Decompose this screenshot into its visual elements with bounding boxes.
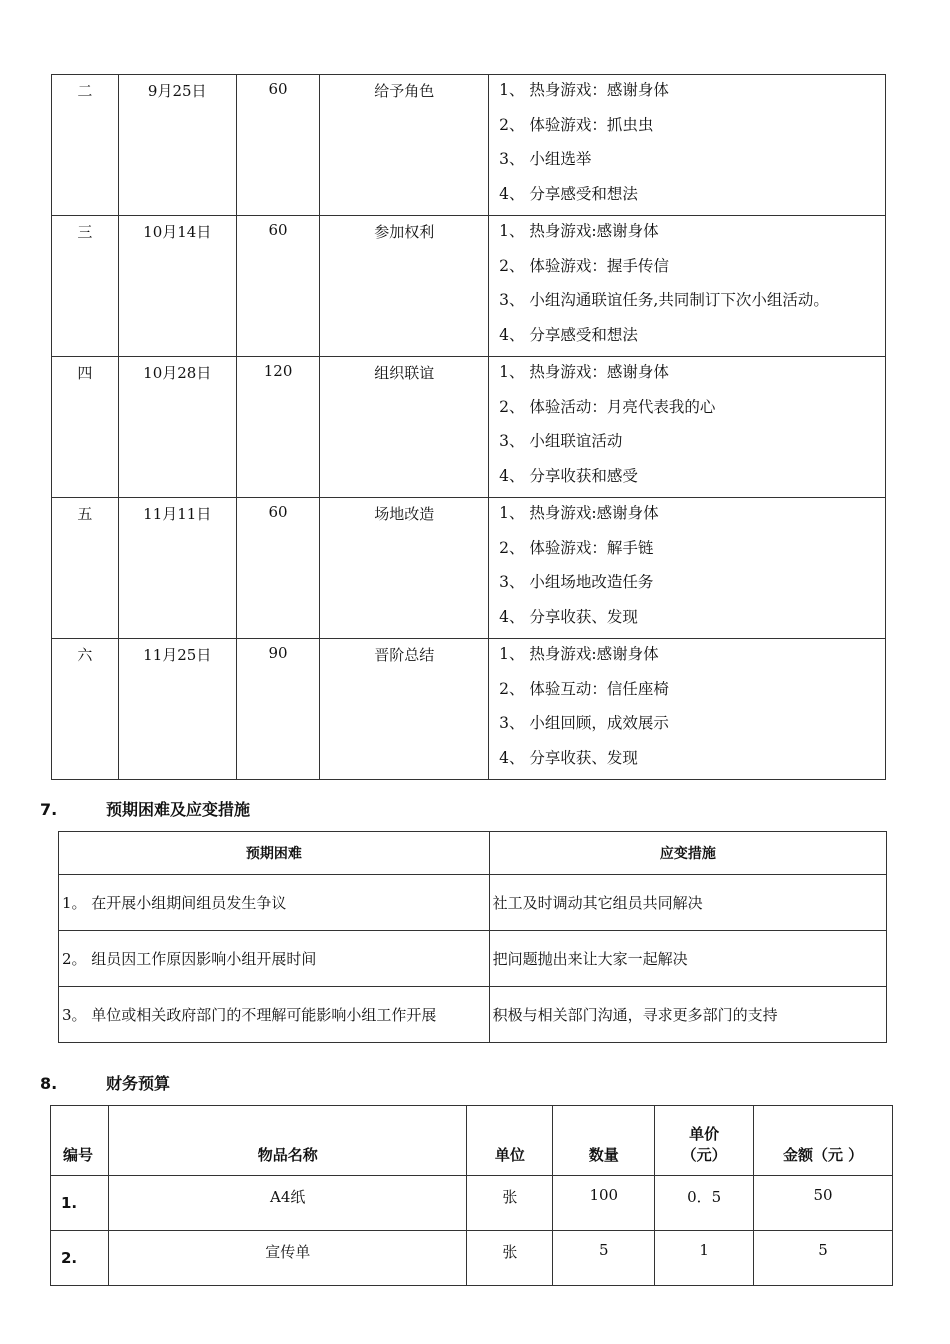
activity-item: 1、 热身游戏:感谢身体 — [499, 222, 659, 240]
activity-item: 1、 热身游戏：感谢身体 — [499, 363, 669, 381]
table-row — [59, 875, 887, 931]
item-price: 0．5 — [655, 1176, 754, 1231]
item-amount: 50 — [754, 1176, 893, 1231]
section-8-heading — [40, 1071, 170, 1094]
session-cell: 六 — [52, 639, 119, 780]
date-cell: 11月25日 — [118, 639, 236, 780]
item-amount: 5 — [754, 1231, 893, 1286]
activities-cell — [489, 357, 886, 498]
header-amount: 金额（元 ） — [754, 1106, 893, 1176]
item-quantity: 5 — [553, 1231, 655, 1286]
activities-cell — [489, 216, 886, 357]
activity-item: 3、 小组回顾，成效展示 — [499, 714, 669, 732]
header-difficulty: 预期困难 — [59, 832, 490, 875]
table-header-row — [51, 1106, 893, 1176]
activity-item: 4、 分享收获和感受 — [499, 466, 638, 485]
theme-cell: 给予角色 — [320, 75, 489, 216]
activity-item: 2、 体验游戏：解手链 — [499, 538, 654, 557]
difficulty-cell: 3。 单位或相关政府部门的不理解可能影响小组工作开展 — [59, 987, 490, 1043]
activity-item: 1、 热身游戏:感谢身体 — [499, 504, 659, 522]
activity-item: 1、 热身游戏:感谢身体 — [499, 645, 659, 663]
table-row — [59, 987, 887, 1043]
table-row — [59, 931, 887, 987]
table-row — [52, 498, 886, 639]
date-cell: 10月28日 — [118, 357, 236, 498]
section-number: 8. — [40, 1074, 58, 1093]
activity-item: 4、 分享收获、发现 — [499, 607, 638, 626]
duration-cell: 60 — [236, 75, 320, 216]
difficulties-table — [58, 831, 887, 1043]
activity-item: 2、 体验游戏：握手传信 — [499, 256, 669, 275]
date-cell: 10月14日 — [118, 216, 236, 357]
difficulty-cell: 2。 组员因工作原因影响小组开展时间 — [59, 931, 490, 987]
header-unit-price — [655, 1106, 754, 1176]
activities-cell — [489, 498, 886, 639]
session-cell: 五 — [52, 498, 119, 639]
item-price: 1 — [655, 1231, 754, 1286]
header-item-name: 物品名称 — [108, 1106, 466, 1176]
date-cell: 9月25日 — [118, 75, 236, 216]
header-unit-price-line2: （元） — [681, 1146, 727, 1164]
row-number: 1. — [51, 1176, 109, 1231]
header-number: 编号 — [51, 1106, 109, 1176]
item-name: A4纸 — [108, 1176, 466, 1231]
schedule-table-body — [52, 75, 886, 780]
theme-cell: 参加权利 — [320, 216, 489, 357]
theme-cell: 晋阶总结 — [320, 639, 489, 780]
activity-item: 1、 热身游戏：感谢身体 — [499, 81, 669, 99]
activity-item: 4、 分享收获、发现 — [499, 748, 638, 767]
measure-cell: 把问题抛出来让大家一起解决 — [489, 931, 886, 987]
item-unit: 张 — [467, 1231, 553, 1286]
session-cell: 三 — [52, 216, 119, 357]
session-cell: 二 — [52, 75, 119, 216]
activity-item: 4、 分享感受和想法 — [499, 325, 638, 344]
duration-cell: 120 — [236, 357, 320, 498]
session-cell: 四 — [52, 357, 119, 498]
header-quantity: 数量 — [553, 1106, 655, 1176]
measure-cell: 社工及时调动其它组员共同解决 — [489, 875, 886, 931]
item-quantity: 100 — [553, 1176, 655, 1231]
activity-item: 3、 小组选举 — [499, 150, 592, 168]
activity-item: 3、 小组联谊活动 — [499, 432, 623, 450]
duration-cell: 90 — [236, 639, 320, 780]
date-cell: 11月11日 — [118, 498, 236, 639]
activity-item: 3、 小组沟通联谊任务,共同制订下次小组活动。 — [499, 291, 829, 309]
item-unit: 张 — [467, 1176, 553, 1231]
duration-cell: 60 — [236, 216, 320, 357]
item-name: 宣传单 — [108, 1231, 466, 1286]
measure-cell: 积极与相关部门沟通，寻求更多部门的支持 — [489, 987, 886, 1043]
activity-item: 2、 体验互动：信任座椅 — [499, 679, 669, 698]
schedule-table — [51, 74, 886, 780]
section-title: 预期困难及应变措施 — [106, 800, 251, 819]
header-measures: 应变措施 — [489, 832, 886, 875]
difficulty-cell: 1。 在开展小组期间组员发生争议 — [59, 875, 490, 931]
table-row — [51, 1176, 893, 1231]
table-row — [52, 357, 886, 498]
activity-item: 2、 体验游戏：抓虫虫 — [499, 115, 654, 134]
theme-cell: 场地改造 — [320, 498, 489, 639]
header-unit: 单位 — [467, 1106, 553, 1176]
table-header-row — [59, 832, 887, 875]
section-7-heading — [40, 797, 250, 820]
activities-cell — [489, 75, 886, 216]
activity-item: 4、 分享感受和想法 — [499, 184, 638, 203]
table-row — [52, 216, 886, 357]
table-row — [52, 639, 886, 780]
table-row — [51, 1231, 893, 1286]
theme-cell: 组织联谊 — [320, 357, 489, 498]
section-title: 财务预算 — [106, 1074, 171, 1093]
duration-cell: 60 — [236, 498, 320, 639]
activity-item: 2、 体验活动：月亮代表我的心 — [499, 397, 716, 416]
row-number: 2. — [51, 1231, 109, 1286]
table-row — [52, 75, 886, 216]
budget-table — [50, 1105, 893, 1286]
header-unit-price-line1: 单价 — [689, 1125, 720, 1143]
activities-cell — [489, 639, 886, 780]
activity-item: 3、 小组场地改造任务 — [499, 573, 654, 591]
section-number: 7. — [40, 800, 58, 819]
